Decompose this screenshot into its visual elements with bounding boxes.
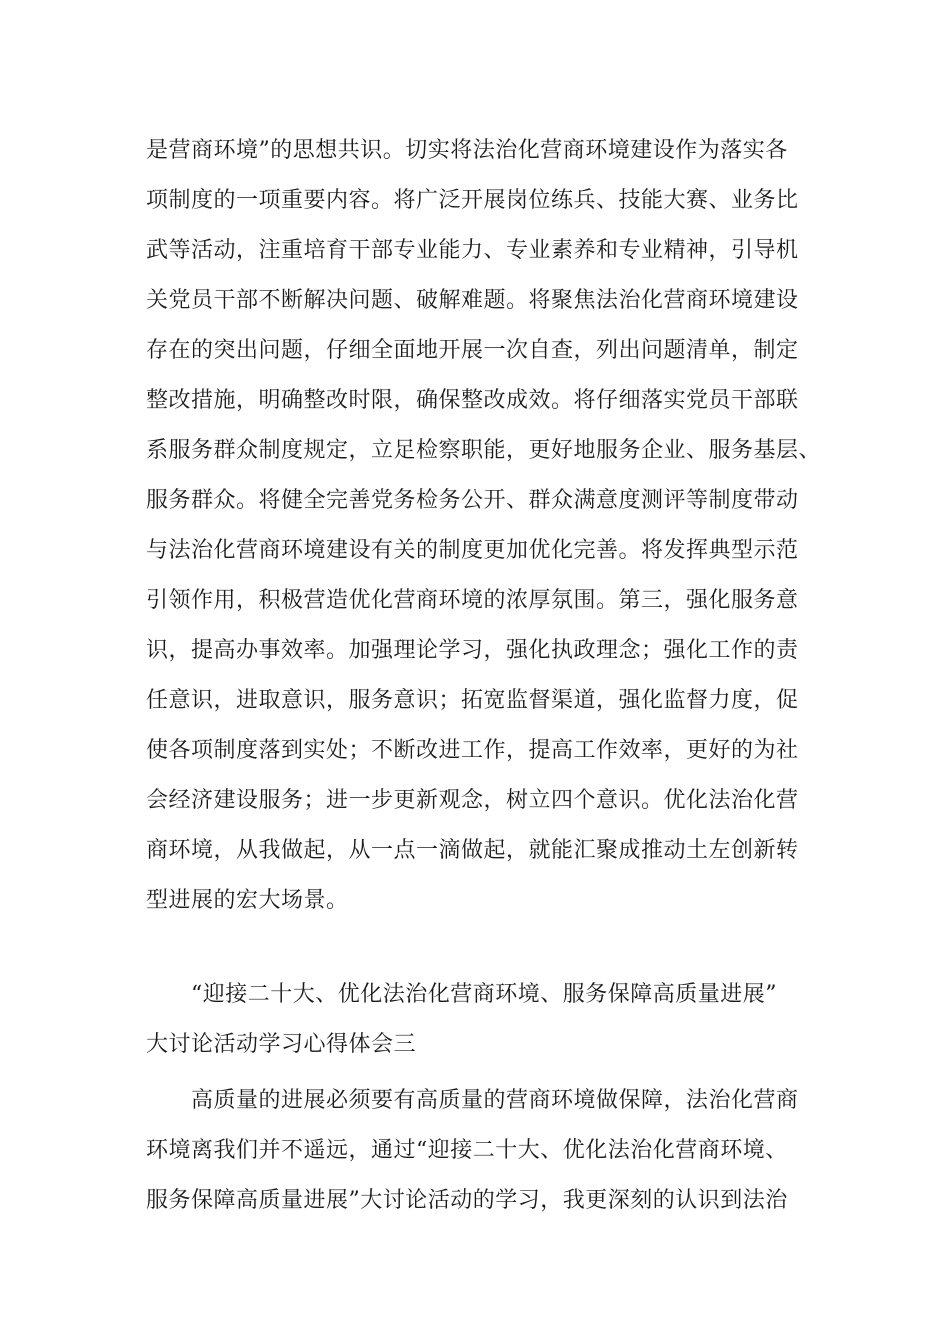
- paragraph-line: 与法治化营商环境建设有关的制度更加优化完善。将发挥典型示范: [146, 538, 799, 563]
- heading-line: 大讨论活动学习心得体会三: [146, 1032, 417, 1057]
- paragraph-line: 是营商环境”的思想共识。切实将法治化营商环境建设作为落实各: [146, 138, 788, 163]
- paragraph-line: 高质量的进展必须要有高质量的营商环境做保障，法治化营商: [146, 1088, 799, 1113]
- paragraph-line: 识，提高办事效率。加强理论学习，强化执政理念；强化工作的责: [146, 638, 799, 663]
- paragraph-line: 整改措施，明确整改时限，确保整改成效。将仔细落实党员干部联: [146, 388, 799, 413]
- paragraph-line: 型进展的宏大场景。: [146, 888, 349, 913]
- paragraph-line: 商环境，从我做起，从一点一滴做起，就能汇聚成推动土左创新转: [146, 838, 799, 863]
- paragraph-line: 引领作用，积极营造优化营商环境的浓厚氛围。第三，强化服务意: [146, 588, 799, 613]
- heading-line: “迎接二十大、优化法治化营商环境、服务保障高质量进展”: [146, 982, 777, 1007]
- paragraph-line: 使各项制度落到实处；不断改进工作，提高工作效率，更好的为社: [146, 738, 799, 763]
- paragraph-line: 任意识，进取意识，服务意识；拓宽监督渠道，强化监督力度，促: [146, 688, 799, 713]
- paragraph-line: 武等活动，注重培育干部专业能力、专业素养和专业精神，引导机: [146, 238, 799, 263]
- intro-paragraph: [146, 1076, 826, 1226]
- paragraph-line: 服务群众。将健全完善党务检务公开、群众满意度测评等制度带动: [146, 488, 799, 513]
- paragraph-line: 存在的突出问题，仔细全面地开展一次自查，列出问题清单，制定: [146, 338, 799, 363]
- paragraph-line: 系服务群众制度规定，立足检察职能，更好地服务企业、服务基层、: [146, 438, 822, 463]
- paragraph-line: 环境离我们并不遥远，通过“迎接二十大、优化法治化营商环境、: [146, 1138, 788, 1163]
- paragraph-line: 会经济建设服务；进一步更新观念，树立四个意识。优化法治化营: [146, 788, 799, 813]
- body-paragraph: [146, 126, 826, 926]
- section-heading: [146, 970, 826, 1070]
- paragraph-line: 关党员干部不断解决问题、破解难题。将聚焦法治化营商环境建设: [146, 288, 799, 313]
- paragraph-line: 项制度的一项重要内容。将广泛开展岗位练兵、技能大赛、业务比: [146, 188, 799, 213]
- paragraph-line: 服务保障高质量进展”大讨论活动的学习，我更深刻的认识到法治: [146, 1188, 788, 1213]
